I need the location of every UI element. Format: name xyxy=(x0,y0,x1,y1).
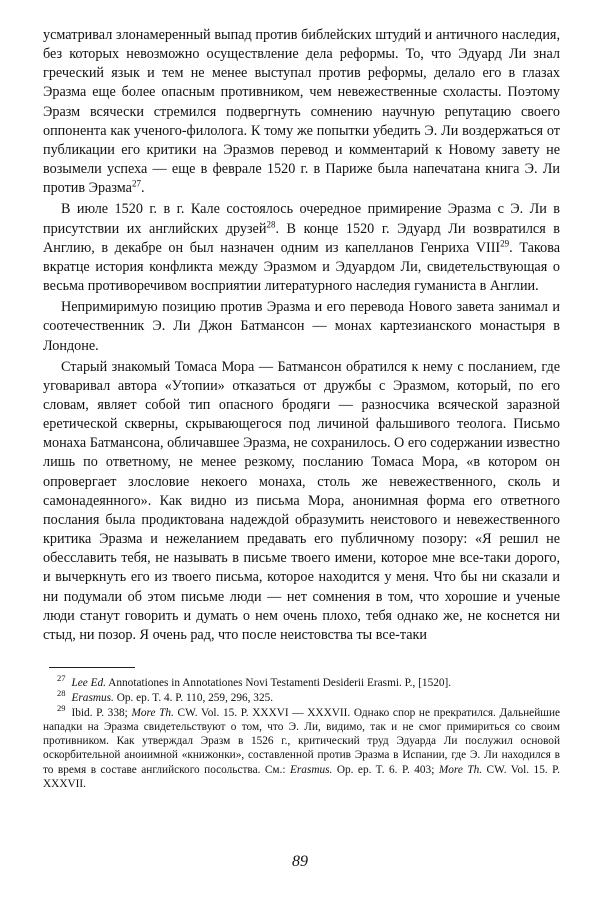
text-run: . Такова вкратце история конфликта между Эразмом и Эдуардом Ли, свидетельствующая о весьма противоречивом восприятии литературного наследия гуманиста в Англии. xyxy=(43,239,561,295)
footnote-reference: 28 xyxy=(266,218,276,229)
italic-author: More Th. xyxy=(131,707,174,720)
paragraph xyxy=(43,358,560,645)
footnotes xyxy=(43,673,561,791)
footnote xyxy=(43,688,560,705)
paragraph xyxy=(43,200,560,296)
footnote-divider xyxy=(49,667,135,668)
text-run: . В конце 1520 г. Эдуард Ли возвратился в Англию, в декабре он был назначен одним из капелланов Генриха VIII xyxy=(43,220,561,256)
paragraph xyxy=(43,26,560,198)
text-run: . xyxy=(140,180,145,197)
paragraph xyxy=(43,298,560,355)
footnote xyxy=(43,673,560,690)
text-run: CW. Vol. 15. P. XXXVII. xyxy=(43,763,560,790)
text-run: CW. Vol. 15. P. XXXVI — XXXVII. Однако спор не прекратился. Дальнейшие нападки на Эразма свидетельствуют о том, что Э. Ли, видимо, так и не смог примириться со своим противником. Как утверждал Эразм в 1526 г., критический труд Эдуарда Ли послужил основой оскорбительной аноиимной «книжонки», составленной против Эразма в Испании, где Э. Ли находился в то время в составе английского посольства. См.: xyxy=(43,707,561,776)
text-run: Ibid. P. 338; xyxy=(71,707,132,720)
text-run: Непримиримую позицию против Эразма и его перевода Нового завета занимал и соотечественник Э. Ли Джон Батмансон — монах картезианского монастыря в Лондоне. xyxy=(43,299,560,354)
footnote-reference: 29 xyxy=(500,237,510,248)
text-run: Op. ep. T. 4. P. 110, 259, 296, 325. xyxy=(113,692,274,705)
italic-author: Erasmus. xyxy=(71,692,114,705)
text-run: В июле 1520 г. в г. Кале состоялось очередное примирение Эразма с Э. Ли в присутствии их английских друзей xyxy=(43,201,560,237)
italic-author: Erasmus. xyxy=(290,763,333,776)
footnote-reference: 27 xyxy=(131,178,141,189)
footnote-number: 29 xyxy=(57,703,66,714)
italic-author: Lee Ed. xyxy=(71,677,107,689)
text-run: Старый знакомый Томаса Мора — Батмансон обратился к нему с посланием, где уговаривал автора «Утопии» отказаться от дружбы с Эразмом, который, по его словам, являет собой тип опасного бродяги — разносчика всяческой заразной еретической скверны, скрывающегося под личиной фальшивого теолога. Письмо монаха Батмансона, обличавшее Эразма, не сохранилось. О его содержании известно лишь по ответному, не менее резкому, посланию Томаса Мора, «в котором он опровергает злословие некоего монаха, столь же невежественного, сколь и самонадеянного». Как видно из письма Мора, анонимная форма его ответного послания была продиктована надеждой образумить неистового и невежественного критика Эразма и нежеланием предавать его публичному позору: «Я решил не обесславить тебя, не называть в письме твоего имени, которое мне все-таки дорого, и вычеркнуть его из твоего письма, которое находится у меня. Что бы ни сказали и ни подумали об этом письме люди — нет сомнения в том, что хорошие и ученые люди станут говорить и думать о нем очень плохо, тебя однако же, не коснется ни стыд, ни позор. Я очень рад, что после неистовства ты все-таки xyxy=(43,358,560,643)
text-run: Op. ep. T. 6. P. 403; xyxy=(332,763,439,776)
footnote xyxy=(43,703,561,791)
text-run: усматривал злонамеренный выпад против библейских штудий и античного наследия, без которых невозможно осуществление дела реформы. То, что Эдуард Ли знал греческий язык и тем не менее выступал против реформы, делало его в глазах Эразма еще более опасным противником, чем невежественные схоласты. Поэтому Эразм всячески стремился подвергнуть сомнению научную репутацию своего оппонента как ученого-филолога. К тому же попытки убедить Э. Ли воздержаться от публикации его критики на Эразмов перевод и комментарий к Новому завету не возымели успеха — еще в феврале 1520 г. в Париже была напечатана книга Э. Ли против Эразма xyxy=(43,27,560,197)
main-text xyxy=(43,26,560,645)
footnote-number: 28 xyxy=(57,688,66,699)
italic-author: More Th. xyxy=(438,763,483,776)
page-number: 89 xyxy=(292,853,308,870)
text-run: Annotationes in Annotationes Novi Testamenti Desiderii Erasmi. P., [1520]. xyxy=(106,677,452,689)
footnote-number: 27 xyxy=(57,673,66,684)
